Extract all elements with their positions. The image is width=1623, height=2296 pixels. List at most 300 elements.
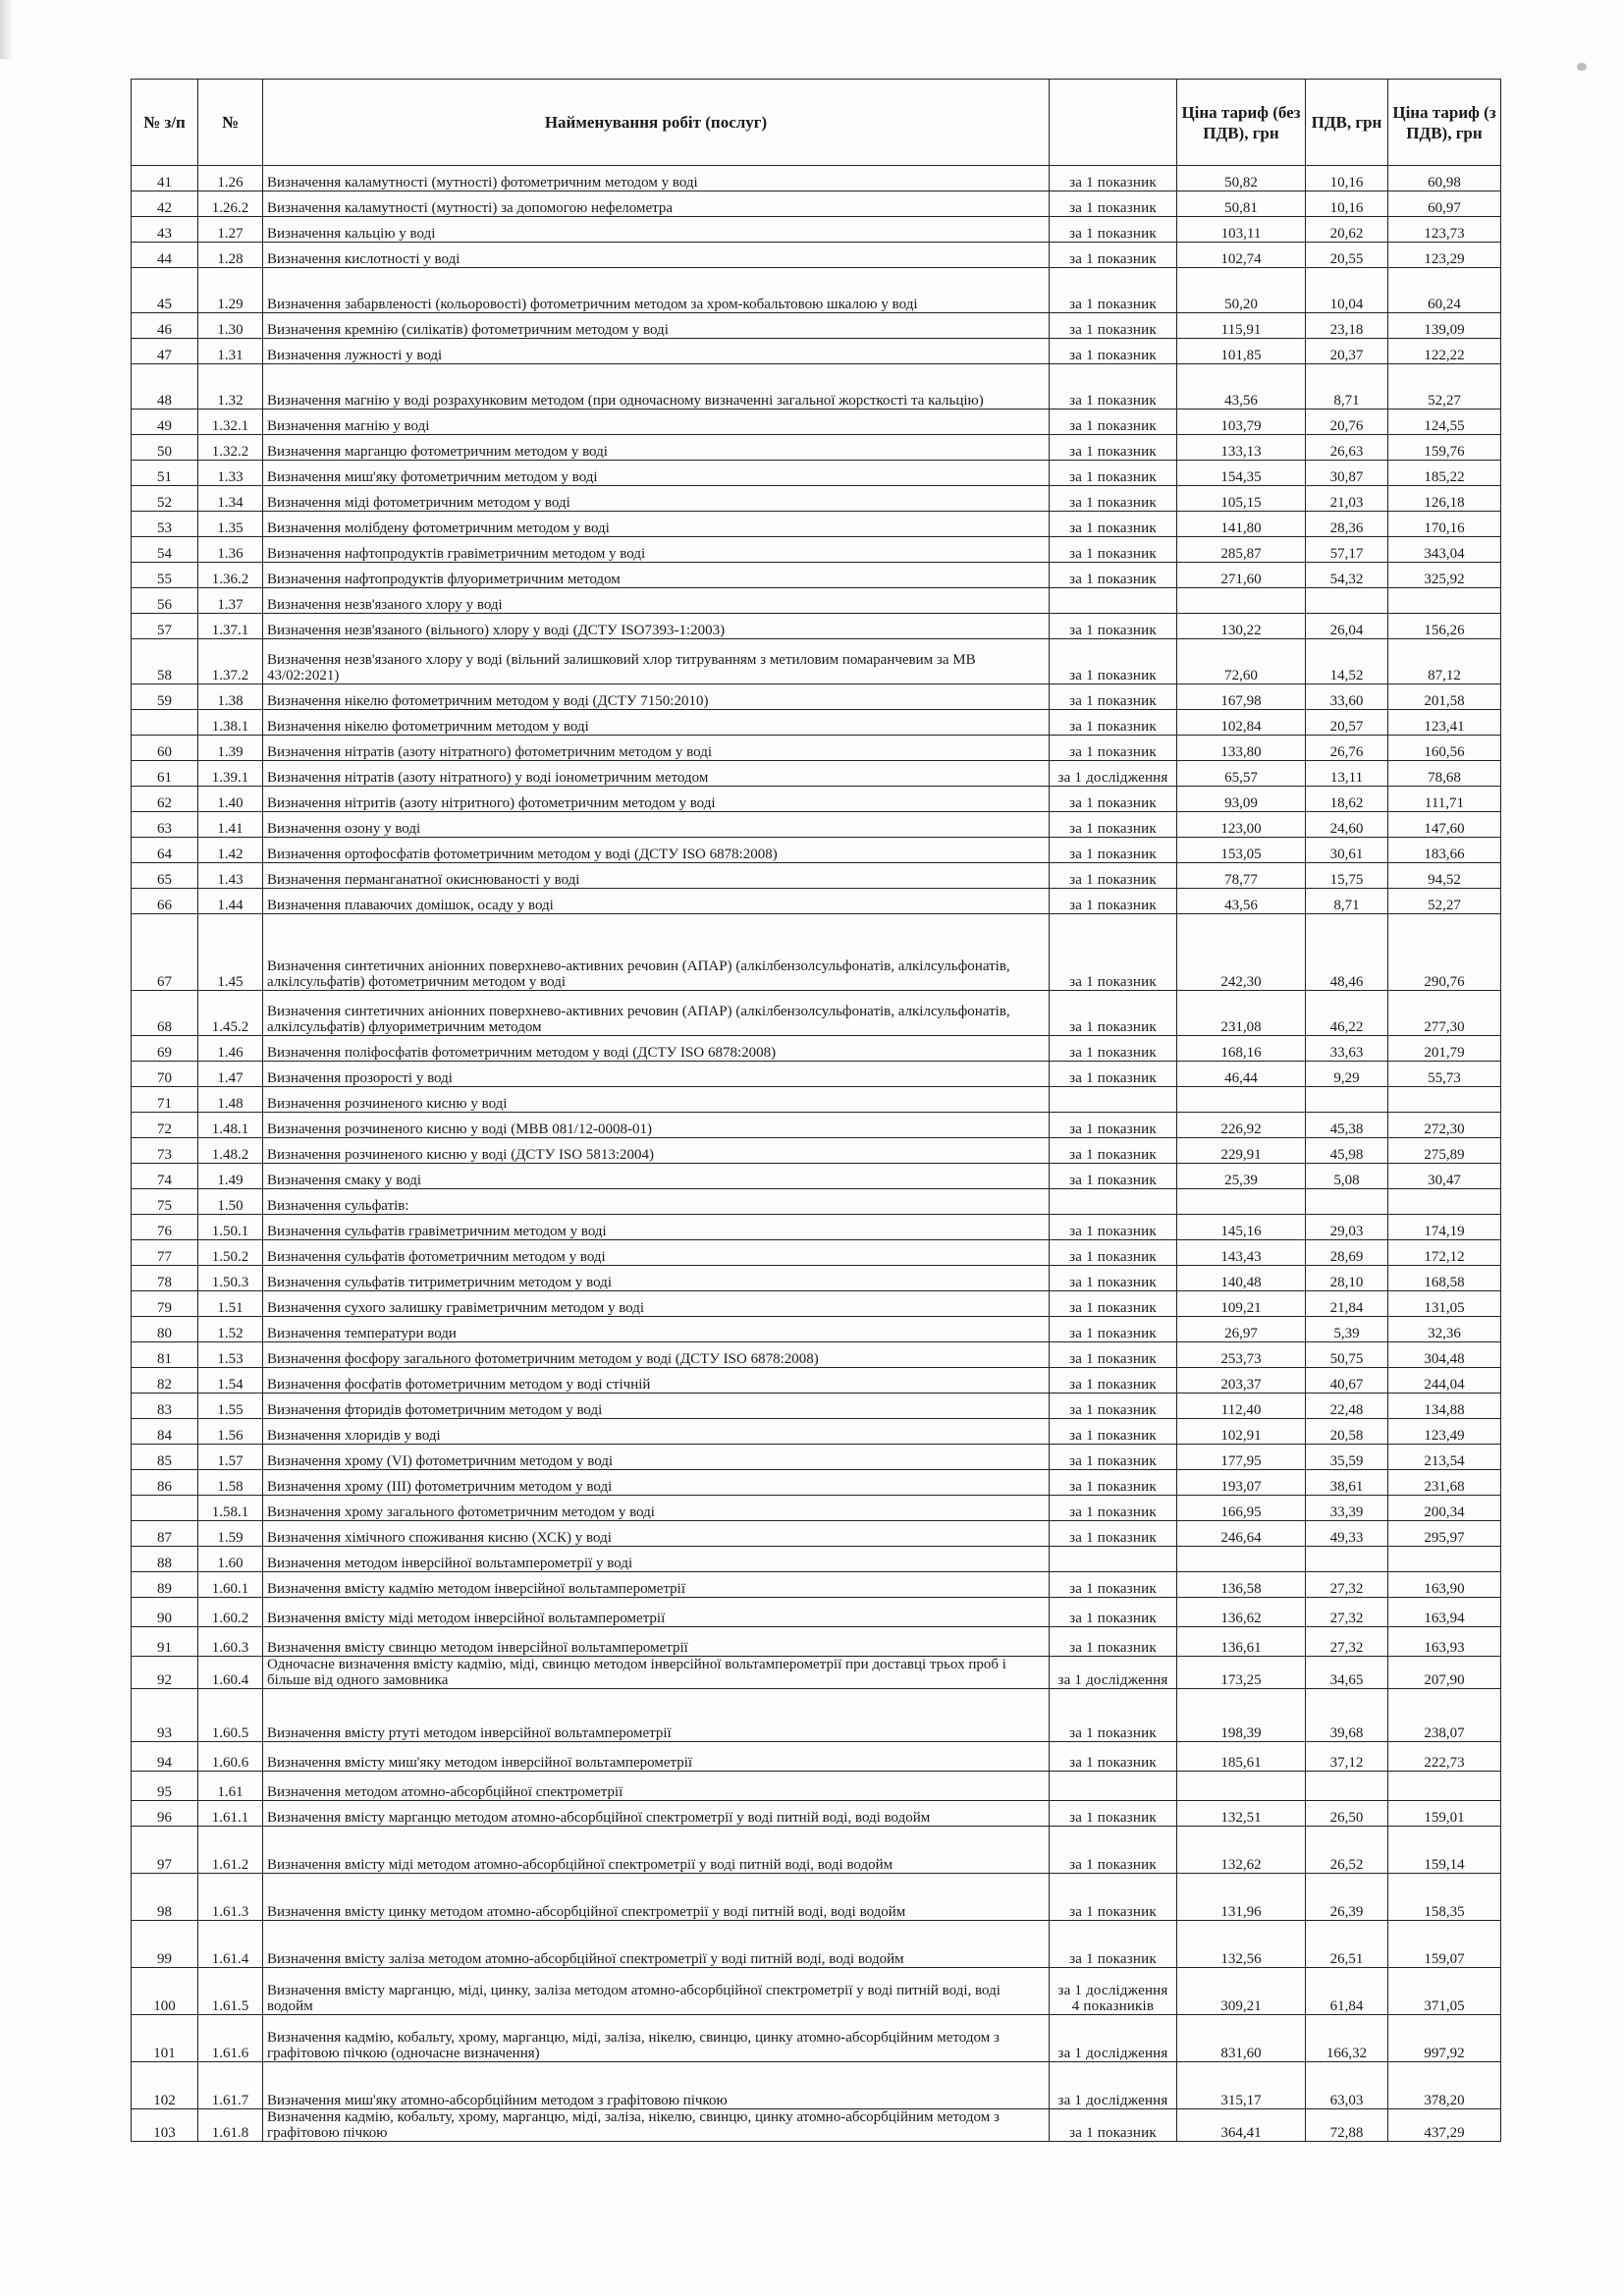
cell-row-number: 60 [132, 736, 198, 761]
cell-price-with-vat: 159,76 [1388, 435, 1501, 461]
cell-unit: за 1 показник [1050, 410, 1177, 435]
table-row [132, 1521, 1501, 1547]
cell-row-number: 78 [132, 1266, 198, 1291]
cell-unit: за 1 показник [1050, 1801, 1177, 1827]
cell-code: 1.58.1 [198, 1496, 263, 1521]
table-row [132, 1317, 1501, 1342]
cell-service-name: Визначення поліфосфатів фотометричним методом у воді (ДСТУ ISO 6878:2008) [263, 1036, 1050, 1062]
cell-unit: за 1 показник [1050, 2109, 1177, 2142]
cell-price-with-vat: 997,92 [1388, 2015, 1501, 2062]
cell-price-without-vat: 103,79 [1177, 410, 1306, 435]
cell-price-with-vat: 126,18 [1388, 486, 1501, 512]
cell-unit: за 1 показник [1050, 1317, 1177, 1342]
table-row [132, 614, 1501, 639]
cell-code: 1.36 [198, 537, 263, 563]
cell-price-without-vat: 132,56 [1177, 1921, 1306, 1968]
cell-row-number: 69 [132, 1036, 198, 1062]
cell-service-name: Визначення забарвленості (кольоровості) фотометричним методом за хром-кобальтовою шкалою у воді [263, 268, 1050, 313]
cell-price-with-vat: 295,97 [1388, 1521, 1501, 1547]
table-row [132, 1827, 1501, 1874]
cell-price-with-vat: 159,14 [1388, 1827, 1501, 1874]
cell-service-name: Визначення вмісту ртуті методом інверсійної вольтамперометрії [263, 1689, 1050, 1742]
cell-service-name: Визначення лужності у воді [263, 339, 1050, 364]
cell-code: 1.46 [198, 1036, 263, 1062]
cell-code: 1.59 [198, 1521, 263, 1547]
cell-code: 1.61.7 [198, 2062, 263, 2109]
cell-unit: за 1 показник [1050, 1036, 1177, 1062]
table-row [132, 435, 1501, 461]
cell-code: 1.60 [198, 1547, 263, 1572]
cell-price-without-vat: 141,80 [1177, 512, 1306, 537]
cell-price-without-vat: 168,16 [1177, 1036, 1306, 1062]
cell-row-number: 79 [132, 1291, 198, 1317]
table-row [132, 2015, 1501, 2062]
cell-vat: 5,39 [1306, 1317, 1388, 1342]
cell-code: 1.60.5 [198, 1689, 263, 1742]
cell-price-with-vat: 163,93 [1388, 1627, 1501, 1657]
cell-service-name: Визначення сухого залишку гравіметричним методом у воді [263, 1291, 1050, 1317]
cell-price-without-vat: 115,91 [1177, 313, 1306, 339]
cell-code: 1.32.1 [198, 410, 263, 435]
cell-code: 1.61.4 [198, 1921, 263, 1968]
cell-price-with-vat [1388, 1087, 1501, 1113]
cell-price-without-vat [1177, 1087, 1306, 1113]
cell-price-without-vat: 229,91 [1177, 1138, 1306, 1164]
cell-vat [1306, 1087, 1388, 1113]
cell-price-with-vat: 52,27 [1388, 889, 1501, 914]
table-row [132, 1496, 1501, 1521]
cell-code: 1.31 [198, 339, 263, 364]
cell-price-without-vat: 136,58 [1177, 1572, 1306, 1598]
cell-unit: за 1 показник [1050, 1742, 1177, 1772]
cell-vat: 166,32 [1306, 2015, 1388, 2062]
cell-service-name: Визначення синтетичних аніонних поверхнево-активних речовин (АПАР) (алкілбензолсульфонатів, алкілсульфонатів, алкілсульфатів) фотометричним методом у воді [263, 914, 1050, 991]
cell-price-without-vat: 133,13 [1177, 435, 1306, 461]
table-row [132, 166, 1501, 191]
cell-row-number: 99 [132, 1921, 198, 1968]
cell-row-number: 57 [132, 614, 198, 639]
table-row [132, 1968, 1501, 2015]
cell-row-number: 95 [132, 1772, 198, 1801]
cell-vat: 20,55 [1306, 243, 1388, 268]
table-row [132, 537, 1501, 563]
cell-row-number: 94 [132, 1742, 198, 1772]
cell-service-name: Визначення вмісту марганцю, міді, цинку, заліза методом атомно-абсорбційної спектрометрії у воді питній воді, воді водойм [263, 1968, 1050, 2015]
cell-price-without-vat: 364,41 [1177, 2109, 1306, 2142]
cell-row-number: 68 [132, 991, 198, 1036]
table-row [132, 710, 1501, 736]
cell-service-name: Визначення хрому (VI) фотометричним методом у воді [263, 1445, 1050, 1470]
cell-row-number: 102 [132, 2062, 198, 2109]
cell-vat: 22,48 [1306, 1394, 1388, 1419]
cell-price-without-vat: 271,60 [1177, 563, 1306, 588]
cell-service-name: Визначення смаку у воді [263, 1164, 1050, 1189]
cell-unit: за 1 показник [1050, 1445, 1177, 1470]
cell-service-name: Визначення магнію у воді [263, 410, 1050, 435]
cell-price-without-vat: 831,60 [1177, 2015, 1306, 2062]
cell-unit: за 1 показник [1050, 243, 1177, 268]
cell-code: 1.41 [198, 812, 263, 838]
cell-service-name: Визначення кислотності у воді [263, 243, 1050, 268]
cell-price-with-vat: 32,36 [1388, 1317, 1501, 1342]
cell-code: 1.56 [198, 1419, 263, 1445]
cell-price-with-vat: 170,16 [1388, 512, 1501, 537]
cell-service-name: Визначення розчиненого кисню у воді [263, 1087, 1050, 1113]
cell-unit: за 1 показник [1050, 1062, 1177, 1087]
table-row [132, 512, 1501, 537]
cell-code: 1.33 [198, 461, 263, 486]
cell-price-without-vat: 102,74 [1177, 243, 1306, 268]
cell-service-name: Визначення температури води [263, 1317, 1050, 1342]
cell-price-without-vat: 103,11 [1177, 217, 1306, 243]
cell-row-number: 47 [132, 339, 198, 364]
cell-code: 1.47 [198, 1062, 263, 1087]
cell-price-without-vat: 25,39 [1177, 1164, 1306, 1189]
cell-code: 1.29 [198, 268, 263, 313]
cell-service-name: Визначення вмісту цинку методом атомно-абсорбційної спектрометрії у воді питній воді, воді водойм [263, 1874, 1050, 1921]
cell-vat: 28,36 [1306, 512, 1388, 537]
cell-price-without-vat: 143,43 [1177, 1240, 1306, 1266]
cell-unit [1050, 1189, 1177, 1215]
table-row [132, 1394, 1501, 1419]
cell-unit: за 1 показник [1050, 1240, 1177, 1266]
cell-service-name: Визначення хрому (III) фотометричним методом у воді [263, 1470, 1050, 1496]
header-price-with-vat: Ціна тариф (з ПДВ), грн [1388, 80, 1501, 166]
table-row [132, 889, 1501, 914]
cell-code: 1.49 [198, 1164, 263, 1189]
cell-unit: за 1 показник [1050, 1921, 1177, 1968]
cell-price-without-vat: 50,20 [1177, 268, 1306, 313]
cell-vat: 21,84 [1306, 1291, 1388, 1317]
cell-row-number: 93 [132, 1689, 198, 1742]
cell-service-name: Визначення кадмію, кобальту, хрому, марганцю, міді, заліза, нікелю, свинцю, цинку атомно-абсорбційним методом з графітовою пічкою (одночасне визначення) [263, 2015, 1050, 2062]
cell-price-with-vat: 134,88 [1388, 1394, 1501, 1419]
cell-unit [1050, 1087, 1177, 1113]
cell-price-with-vat: 94,52 [1388, 863, 1501, 889]
cell-code: 1.50.1 [198, 1215, 263, 1240]
cell-price-with-vat: 111,71 [1388, 787, 1501, 812]
cell-row-number: 41 [132, 166, 198, 191]
table-row [132, 1342, 1501, 1368]
cell-price-with-vat: 60,24 [1388, 268, 1501, 313]
cell-price-with-vat: 60,97 [1388, 191, 1501, 217]
cell-unit: за 1 показник [1050, 1627, 1177, 1657]
cell-row-number: 43 [132, 217, 198, 243]
cell-price-with-vat: 78,68 [1388, 761, 1501, 787]
table-row [132, 1921, 1501, 1968]
cell-code: 1.61.3 [198, 1874, 263, 1921]
cell-row-number: 45 [132, 268, 198, 313]
cell-price-with-vat: 123,49 [1388, 1419, 1501, 1445]
cell-vat: 5,08 [1306, 1164, 1388, 1189]
cell-vat: 8,71 [1306, 889, 1388, 914]
cell-code: 1.44 [198, 889, 263, 914]
cell-unit: за 1 показник [1050, 364, 1177, 410]
cell-code: 1.32 [198, 364, 263, 410]
cell-unit: за 1 показник [1050, 710, 1177, 736]
cell-unit: за 1 показник [1050, 914, 1177, 991]
cell-code: 1.48.2 [198, 1138, 263, 1164]
cell-price-with-vat [1388, 1547, 1501, 1572]
table-row [132, 1445, 1501, 1470]
cell-price-without-vat: 26,97 [1177, 1317, 1306, 1342]
cell-unit: за 1 дослідження [1050, 2015, 1177, 2062]
cell-price-with-vat: 147,60 [1388, 812, 1501, 838]
cell-vat: 9,29 [1306, 1062, 1388, 1087]
cell-service-name: Визначення вмісту міді методом інверсійної вольтамперометрії [263, 1598, 1050, 1627]
cell-unit [1050, 1547, 1177, 1572]
cell-price-with-vat [1388, 1189, 1501, 1215]
table-row [132, 1419, 1501, 1445]
cell-vat: 33,60 [1306, 684, 1388, 710]
cell-vat: 54,32 [1306, 563, 1388, 588]
cell-service-name: Визначення нітратів (азоту нітратного) фотометричним методом у воді [263, 736, 1050, 761]
cell-code: 1.61.2 [198, 1827, 263, 1874]
cell-unit: за 1 показник [1050, 838, 1177, 863]
cell-unit: за 1 показник [1050, 1291, 1177, 1317]
cell-price-with-vat: 158,35 [1388, 1874, 1501, 1921]
cell-row-number: 63 [132, 812, 198, 838]
table-row [132, 1801, 1501, 1827]
cell-code: 1.61.6 [198, 2015, 263, 2062]
cell-price-without-vat: 136,61 [1177, 1627, 1306, 1657]
cell-price-without-vat: 112,40 [1177, 1394, 1306, 1419]
cell-price-with-vat: 87,12 [1388, 639, 1501, 684]
cell-row-number: 87 [132, 1521, 198, 1547]
cell-service-name: Визначення незв'язаного хлору у воді [263, 588, 1050, 614]
cell-code: 1.61.8 [198, 2109, 263, 2142]
cell-price-with-vat: 244,04 [1388, 1368, 1501, 1394]
cell-code: 1.50.3 [198, 1266, 263, 1291]
cell-vat: 26,51 [1306, 1921, 1388, 1968]
cell-price-without-vat: 50,81 [1177, 191, 1306, 217]
cell-price-with-vat: 122,22 [1388, 339, 1501, 364]
table-row [132, 588, 1501, 614]
table-row [132, 410, 1501, 435]
table-row [132, 812, 1501, 838]
cell-code: 1.39.1 [198, 761, 263, 787]
cell-unit: за 1 показник [1050, 435, 1177, 461]
cell-code: 1.58 [198, 1470, 263, 1496]
cell-code: 1.28 [198, 243, 263, 268]
cell-code: 1.51 [198, 1291, 263, 1317]
cell-vat: 45,38 [1306, 1113, 1388, 1138]
cell-unit: за 1 показник [1050, 1598, 1177, 1627]
cell-price-without-vat: 93,09 [1177, 787, 1306, 812]
table-row [132, 1291, 1501, 1317]
cell-vat: 26,04 [1306, 614, 1388, 639]
cell-code: 1.39 [198, 736, 263, 761]
cell-row-number: 50 [132, 435, 198, 461]
table-row [132, 684, 1501, 710]
table-row [132, 1164, 1501, 1189]
table-row [132, 1062, 1501, 1087]
cell-row-number: 62 [132, 787, 198, 812]
cell-price-without-vat: 136,62 [1177, 1598, 1306, 1627]
scan-corner-speck [1577, 63, 1587, 71]
cell-price-without-vat: 132,51 [1177, 1801, 1306, 1827]
cell-unit: за 1 показник [1050, 1521, 1177, 1547]
cell-row-number: 86 [132, 1470, 198, 1496]
cell-service-name: Визначення методом атомно-абсорбційної спектрометрії [263, 1772, 1050, 1801]
cell-service-name: Визначення нафтопродуктів флуориметричним методом [263, 563, 1050, 588]
cell-row-number: 101 [132, 2015, 198, 2062]
cell-price-with-vat: 52,27 [1388, 364, 1501, 410]
cell-row-number: 72 [132, 1113, 198, 1138]
cell-price-with-vat: 163,94 [1388, 1598, 1501, 1627]
cell-service-name: Визначення перманганатної окиснюваності у воді [263, 863, 1050, 889]
cell-price-with-vat: 174,19 [1388, 1215, 1501, 1240]
cell-service-name: Визначення каламутності (мутності) за допомогою нефелометра [263, 191, 1050, 217]
cell-price-with-vat: 238,07 [1388, 1689, 1501, 1742]
cell-row-number: 53 [132, 512, 198, 537]
cell-price-with-vat: 131,05 [1388, 1291, 1501, 1317]
cell-price-with-vat: 172,12 [1388, 1240, 1501, 1266]
cell-vat: 30,61 [1306, 838, 1388, 863]
table-row [132, 991, 1501, 1036]
cell-price-without-vat: 132,62 [1177, 1827, 1306, 1874]
table-row [132, 1189, 1501, 1215]
cell-price-with-vat: 60,98 [1388, 166, 1501, 191]
table-row [132, 243, 1501, 268]
table-row [132, 1036, 1501, 1062]
cell-code: 1.61 [198, 1772, 263, 1801]
cell-vat: 13,11 [1306, 761, 1388, 787]
cell-service-name: Визначення прозорості у воді [263, 1062, 1050, 1087]
cell-vat: 29,03 [1306, 1215, 1388, 1240]
cell-unit: за 1 показник [1050, 614, 1177, 639]
cell-service-name: Визначення озону у воді [263, 812, 1050, 838]
cell-service-name: Визначення фосфатів фотометричним методом у воді стічній [263, 1368, 1050, 1394]
cell-row-number: 80 [132, 1317, 198, 1342]
cell-price-without-vat: 109,21 [1177, 1291, 1306, 1317]
cell-code: 1.36.2 [198, 563, 263, 588]
table-row [132, 563, 1501, 588]
cell-row-number: 61 [132, 761, 198, 787]
cell-price-with-vat: 222,73 [1388, 1742, 1501, 1772]
header-price-without-vat: Ціна тариф (без ПДВ), грн [1177, 80, 1306, 166]
cell-vat: 50,75 [1306, 1342, 1388, 1368]
cell-price-without-vat: 130,22 [1177, 614, 1306, 639]
cell-row-number: 42 [132, 191, 198, 217]
cell-code: 1.60.3 [198, 1627, 263, 1657]
cell-unit [1050, 1772, 1177, 1801]
table-row [132, 914, 1501, 991]
cell-vat: 10,16 [1306, 191, 1388, 217]
cell-vat: 30,87 [1306, 461, 1388, 486]
cell-code: 1.37.1 [198, 614, 263, 639]
cell-service-name: Визначення кальцію у воді [263, 217, 1050, 243]
cell-unit [1050, 588, 1177, 614]
cell-code: 1.26.2 [198, 191, 263, 217]
cell-code: 1.34 [198, 486, 263, 512]
cell-vat: 28,69 [1306, 1240, 1388, 1266]
cell-unit: за 1 дослідження [1050, 2062, 1177, 2109]
cell-unit: за 1 показник [1050, 1394, 1177, 1419]
table-row [132, 1657, 1501, 1689]
cell-unit: за 1 показник [1050, 1113, 1177, 1138]
cell-vat: 33,39 [1306, 1496, 1388, 1521]
cell-price-without-vat: 193,07 [1177, 1470, 1306, 1496]
cell-service-name: Визначення марганцю фотометричним методом у воді [263, 435, 1050, 461]
cell-price-with-vat: 139,09 [1388, 313, 1501, 339]
cell-price-with-vat [1388, 1772, 1501, 1801]
cell-code: 1.30 [198, 313, 263, 339]
cell-row-number: 65 [132, 863, 198, 889]
cell-service-name: Визначення вмісту кадмію методом інверсійної вольтамперометрії [263, 1572, 1050, 1598]
cell-vat: 46,22 [1306, 991, 1388, 1036]
cell-unit: за 1 дослідження [1050, 761, 1177, 787]
cell-price-with-vat: 378,20 [1388, 2062, 1501, 2109]
cell-vat: 48,46 [1306, 914, 1388, 991]
cell-code: 1.61.1 [198, 1801, 263, 1827]
cell-code: 1.50 [198, 1189, 263, 1215]
cell-unit: за 1 показник [1050, 313, 1177, 339]
table-row [132, 1215, 1501, 1240]
cell-unit: за 1 дослідження [1050, 1657, 1177, 1689]
cell-vat: 8,71 [1306, 364, 1388, 410]
table-row [132, 1266, 1501, 1291]
cell-vat: 33,63 [1306, 1036, 1388, 1062]
cell-price-without-vat: 102,91 [1177, 1419, 1306, 1445]
cell-row-number: 46 [132, 313, 198, 339]
table-header-row [132, 80, 1501, 166]
cell-service-name: Визначення ортофосфатів фотометричним методом у воді (ДСТУ ISO 6878:2008) [263, 838, 1050, 863]
cell-unit: за 1 дослідження 4 показників [1050, 1968, 1177, 2015]
scan-edge-mark [0, 0, 14, 59]
cell-price-without-vat [1177, 1547, 1306, 1572]
cell-vat: 26,50 [1306, 1801, 1388, 1827]
cell-price-with-vat: 325,92 [1388, 563, 1501, 588]
cell-vat: 26,39 [1306, 1874, 1388, 1921]
cell-row-number: 51 [132, 461, 198, 486]
cell-price-with-vat: 207,90 [1388, 1657, 1501, 1689]
cell-unit: за 1 показник [1050, 1368, 1177, 1394]
cell-price-without-vat: 177,95 [1177, 1445, 1306, 1470]
cell-price-without-vat [1177, 1189, 1306, 1215]
cell-service-name: Визначення фосфору загального фотометричним методом у воді (ДСТУ ISO 6878:2008) [263, 1342, 1050, 1368]
cell-code: 1.55 [198, 1394, 263, 1419]
table-row [132, 1368, 1501, 1394]
table-row [132, 1240, 1501, 1266]
cell-price-with-vat: 437,29 [1388, 2109, 1501, 2142]
table-row [132, 1598, 1501, 1627]
cell-price-without-vat: 173,25 [1177, 1657, 1306, 1689]
cell-unit: за 1 показник [1050, 339, 1177, 364]
cell-unit: за 1 показник [1050, 1689, 1177, 1742]
cell-unit: за 1 показник [1050, 1874, 1177, 1921]
cell-price-without-vat: 153,05 [1177, 838, 1306, 863]
cell-vat: 63,03 [1306, 2062, 1388, 2109]
cell-price-with-vat: 168,58 [1388, 1266, 1501, 1291]
cell-unit: за 1 показник [1050, 863, 1177, 889]
table-row [132, 486, 1501, 512]
table-row [132, 1470, 1501, 1496]
cell-service-name: Визначення вмісту марганцю методом атомно-абсорбційної спектрометрії у воді питній воді, воді водойм [263, 1801, 1050, 1827]
table-row [132, 313, 1501, 339]
cell-service-name: Визначення хрому загального фотометричним методом у воді [263, 1496, 1050, 1521]
cell-price-without-vat: 65,57 [1177, 761, 1306, 787]
cell-unit: за 1 показник [1050, 217, 1177, 243]
cell-unit: за 1 показник [1050, 991, 1177, 1036]
cell-unit: за 1 показник [1050, 1496, 1177, 1521]
cell-price-without-vat: 226,92 [1177, 1113, 1306, 1138]
cell-service-name: Визначення плаваючих домішок, осаду у воді [263, 889, 1050, 914]
cell-vat: 38,61 [1306, 1470, 1388, 1496]
cell-vat: 23,18 [1306, 313, 1388, 339]
table-row [132, 787, 1501, 812]
cell-unit: за 1 показник [1050, 1164, 1177, 1189]
